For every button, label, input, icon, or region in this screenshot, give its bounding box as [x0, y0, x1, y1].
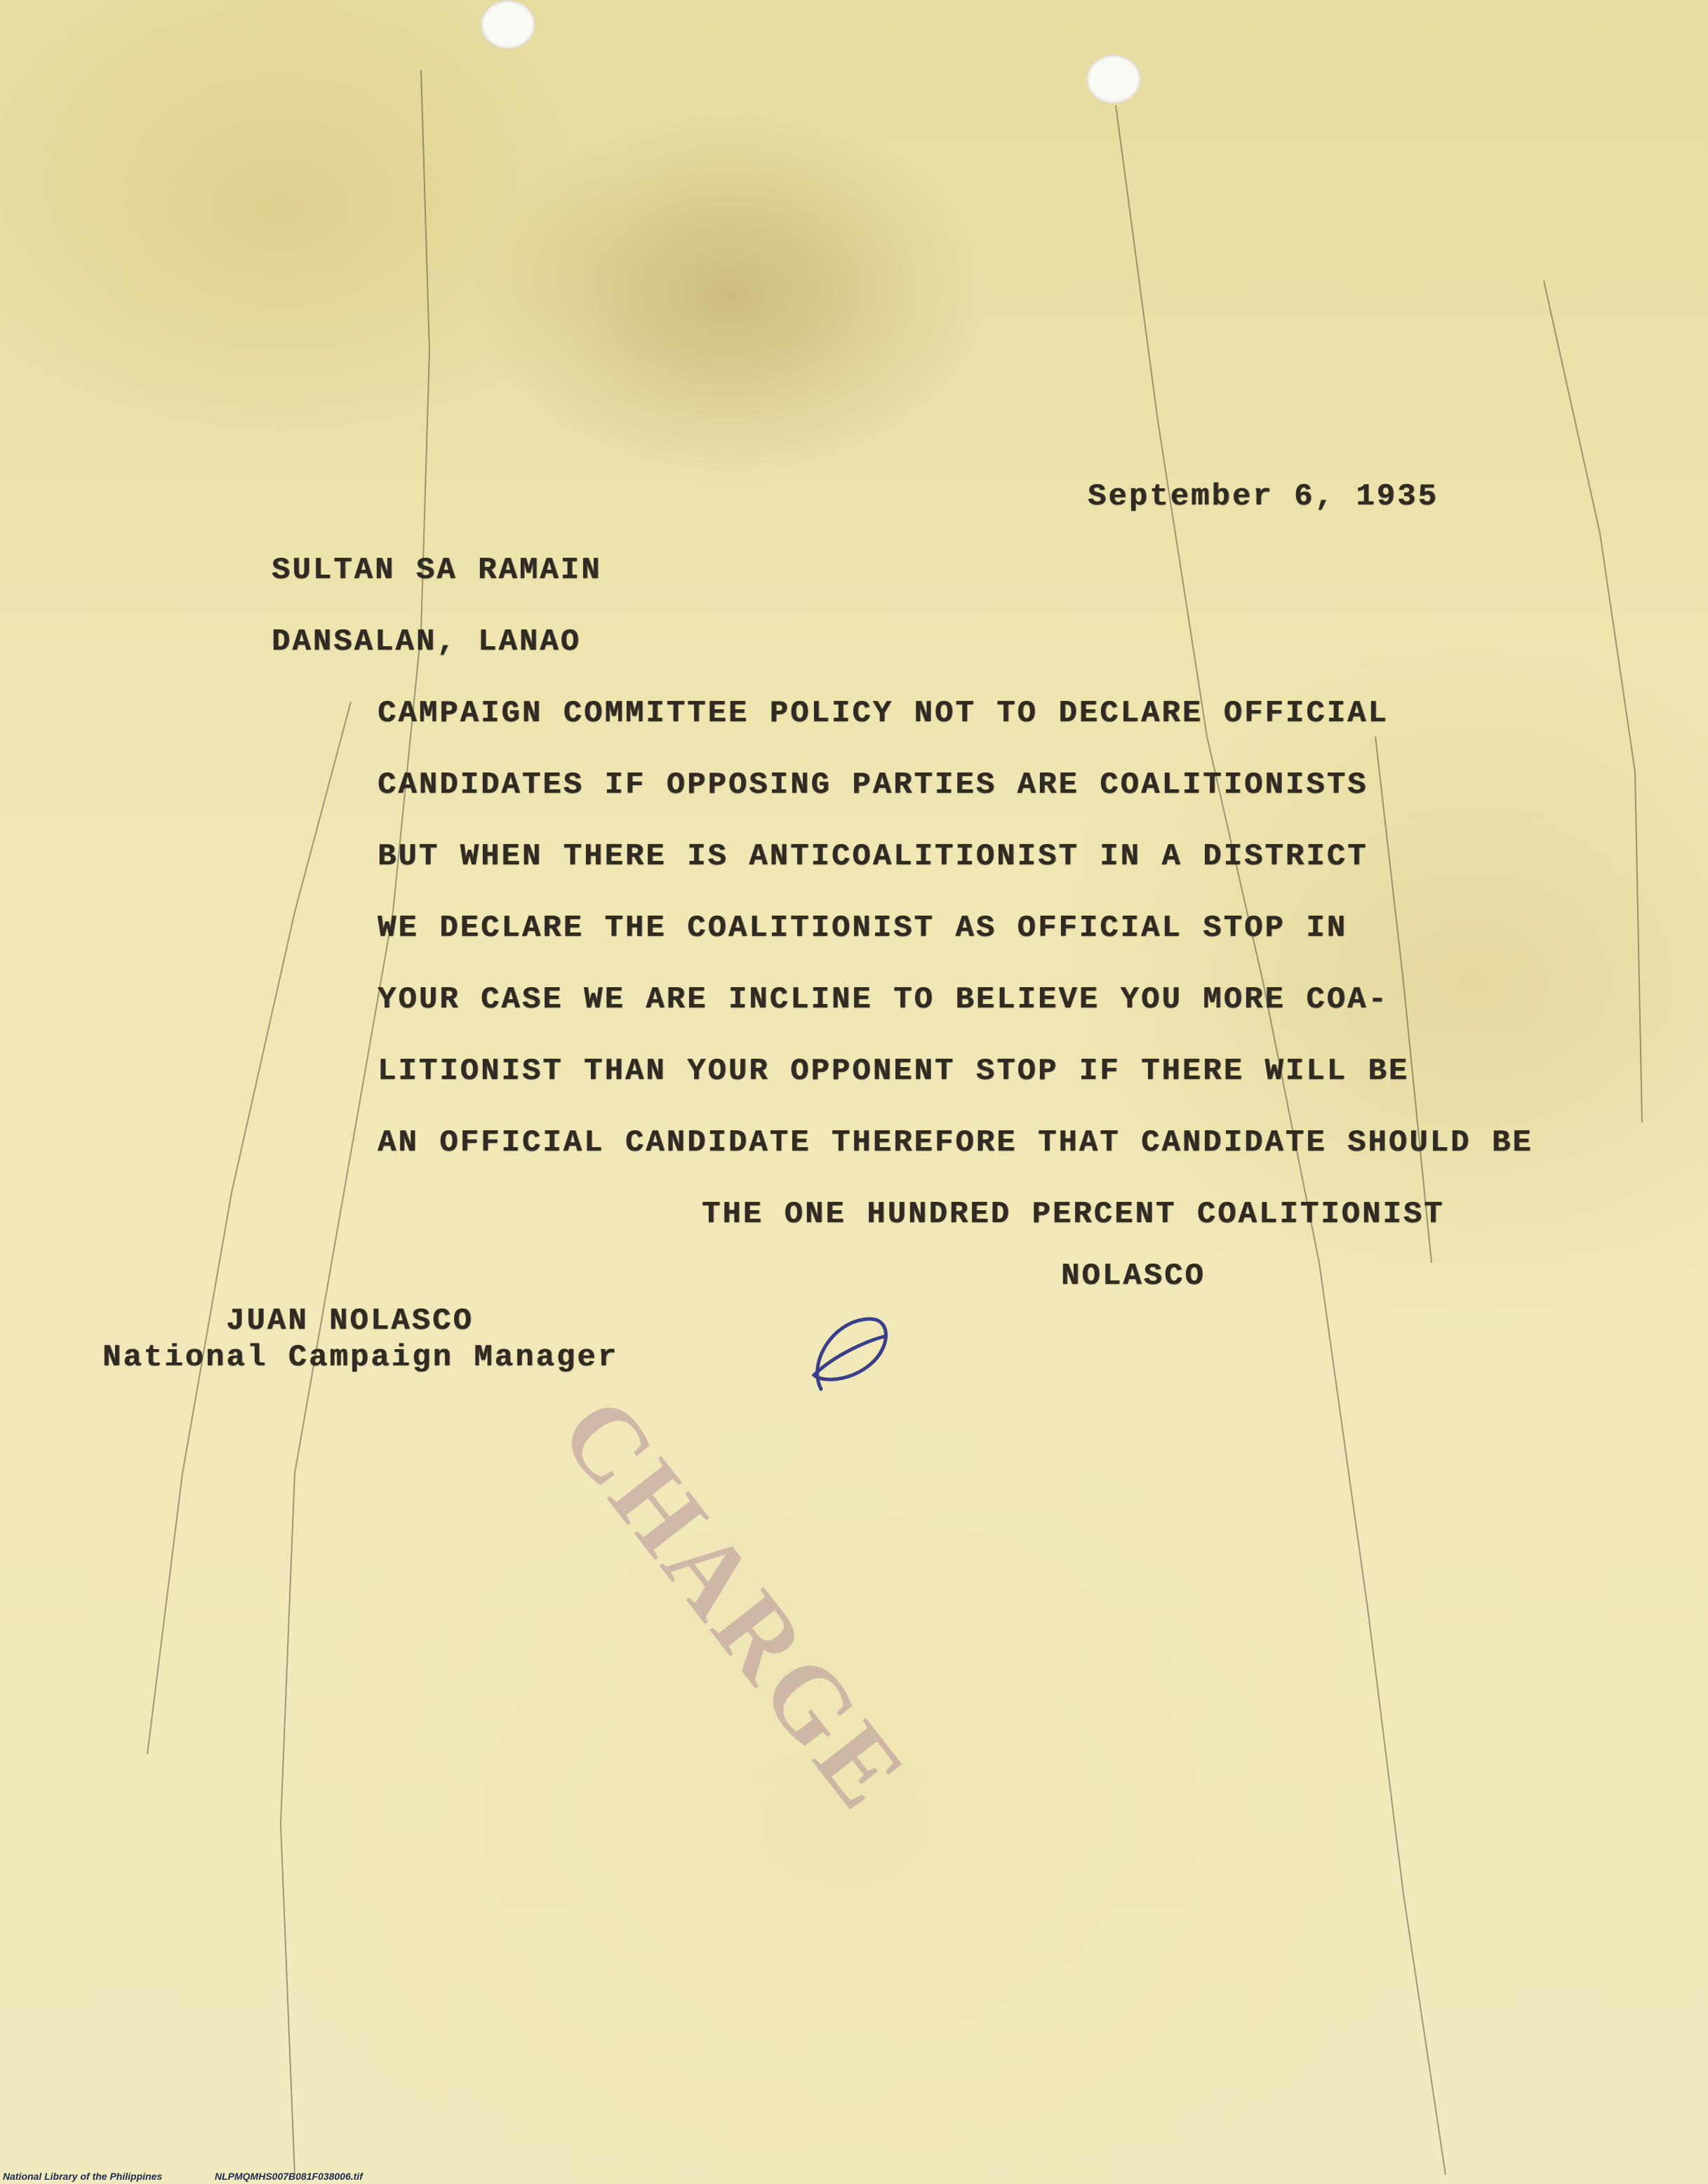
body-line: BUT WHEN THERE IS ANTICOALITIONIST IN A DISTRICT [378, 839, 1368, 874]
sender-title: National Campaign Manager [102, 1340, 619, 1375]
closing-name: NOLASCO [1061, 1259, 1206, 1294]
body-line: CAMPAIGN COMMITTEE POLICY NOT TO DECLARE OFFICIAL [378, 696, 1389, 731]
body-line: CANDIDATES IF OPPOSING PARTIES ARE COALITIONISTS [378, 768, 1368, 803]
body-line: YOUR CASE WE ARE INCLINE TO BELIEVE YOU MORE COA- [378, 982, 1389, 1017]
body-line: AN OFFICIAL CANDIDATE THEREFORE THAT CANDIDATE SHOULD BE [378, 1125, 1533, 1160]
body-line: LITIONIST THAN YOUR OPPONENT STOP IF THERE WILL BE [378, 1054, 1410, 1089]
recipient-name: SULTAN SA RAMAIN [272, 553, 602, 588]
charge-stamp: CHARGE [538, 1376, 930, 1833]
letter-date: September 6, 1935 [1088, 479, 1439, 514]
handwritten-initial-mark [793, 1305, 898, 1410]
recipient-address: DANSALAN, LANAO [272, 624, 582, 659]
footer-file-id: NLPMQMHS007B081F038006.tif [215, 2171, 363, 2182]
punch-hole-left [481, 0, 535, 49]
sender-name: JUAN NOLASCO [226, 1304, 474, 1339]
punch-hole-right [1086, 55, 1141, 104]
body-line: WE DECLARE THE COALITIONIST AS OFFICIAL STOP IN [378, 911, 1348, 946]
body-line: THE ONE HUNDRED PERCENT COALITIONIST [702, 1197, 1445, 1232]
footer-credit: National Library of the Philippines [3, 2171, 163, 2182]
